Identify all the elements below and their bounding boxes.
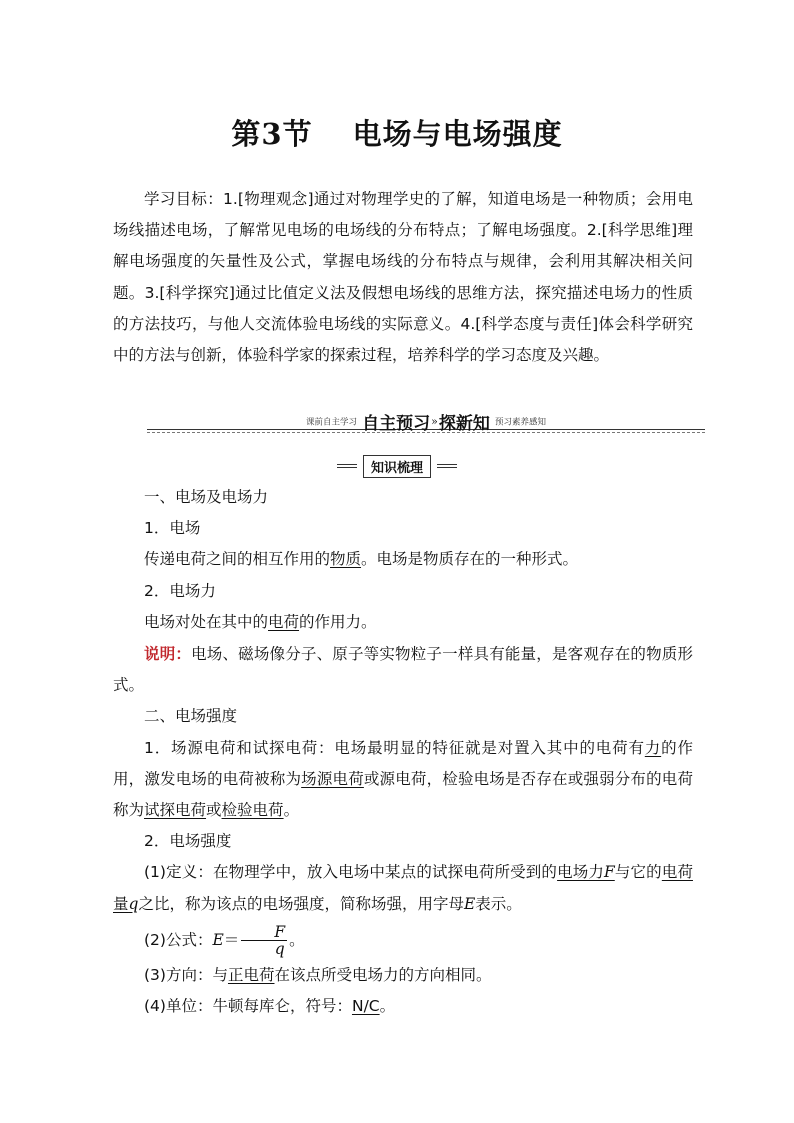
objectives-text: 学习目标：1.[物理观念]通过对物理学史的了解，知道电场是一种物质；会用电场线描述电场，了解常见电场的电场线的分布特点；了解电场强度。2.[科学思维]理解电场强度的矢量性及公式，掌握电场线的分布特点与规律，会利用其解决相关问题。3.[科学探究]通过比值定义法及假想电场线的思维方法，探究描述电场力的性质的方法技巧，与他人交流体验电场线的实际意义。4.[科学态度与责任]体会科学研究中的方法与创新，体验科学家的探索过程，培养科学的学习态度及兴趣。 [113,190,693,365]
note-paragraph [113,638,693,701]
note-label: 说明： [144,644,192,664]
tag-left-lines [337,464,357,468]
paragraph-source-and-test-charge: 1．场源电荷和试探电荷：电场最明显的特征就是对置入其中的电荷有力的作用，激发电场的电荷被称为场源电荷或源电荷，检验电场是否存在或强弱分布的电荷称为试探电荷或检验电荷。 [113,738,693,820]
learning-objectives [113,184,693,371]
page-title [0,112,794,153]
heading-electric-field-and-force: 一、电场及电场力 [144,488,269,506]
underlined-term: 力 [644,738,662,757]
fraction-numerator: F [241,924,287,941]
underlined-term: 场源电荷 [301,769,364,788]
underlined-term: 电场力F [557,863,615,882]
underlined-term: 检验电荷 [221,801,284,820]
underlined-term: 正电荷 [227,965,275,984]
paragraph-formula: (2)公式：E＝ $\frac{F}{q}$ 。 [144,922,305,958]
paragraph-direction: (3)方向：与正电荷在该点所受电场力的方向相同。 [144,965,492,984]
section-number: 第3节 [231,117,313,151]
banner-left-text: 课前自主学习 [306,417,358,428]
note-text: 电场、磁场像分子、原子等实物粒子一样具有能量，是客观存在的物质形式。 [113,645,693,695]
formula-fraction [241,924,287,957]
subheading-electric-force: 2．电场力 [144,581,216,600]
banner-title-2: 探新知 [438,414,490,434]
tag-label: 知识梳理 [363,455,431,478]
tag-right-lines [437,464,457,468]
banner-right-text: 预习素养感知 [494,417,546,428]
banner-arrow-icon: » [431,415,438,428]
subheading-electric-field: 1．电场 [144,519,201,538]
underlined-term: N/C [351,997,380,1016]
underlined-term: 物质 [330,550,362,569]
paragraph-unit: (4)单位：牛顿每库仑，符号：N/C。 [144,997,396,1016]
section-banner [147,409,705,437]
fraction-denominator: q [274,939,285,958]
subheading-field-strength: 2．电场强度 [144,832,232,851]
heading-field-strength: 二、电场强度 [144,707,238,726]
underlined-term: 试探电荷 [144,801,207,820]
banner-title-1: 自主预习 [362,414,431,434]
underlined-term: 电荷量q [113,863,693,913]
content-body [113,482,693,1022]
section-name: 电场与电场强度 [352,117,563,151]
paragraph-electric-force: 电场对处在其中的电荷的作用力。 [144,612,377,631]
formula-lhs: E [212,930,224,949]
knowledge-tag [0,455,794,478]
paragraph-electric-field: 传递电荷之间的相互作用的物质。电场是物质存在的一种形式。 [144,550,579,569]
banner-label [147,409,705,434]
paragraph-definition: (1)定义：在物理学中，放入电场中某点的试探电荷所受到的电场力F与它的电荷量q之比，称为该点的电场强度，简称场强，用字母E表示。 [113,863,693,913]
underlined-term: 电荷 [268,612,300,631]
